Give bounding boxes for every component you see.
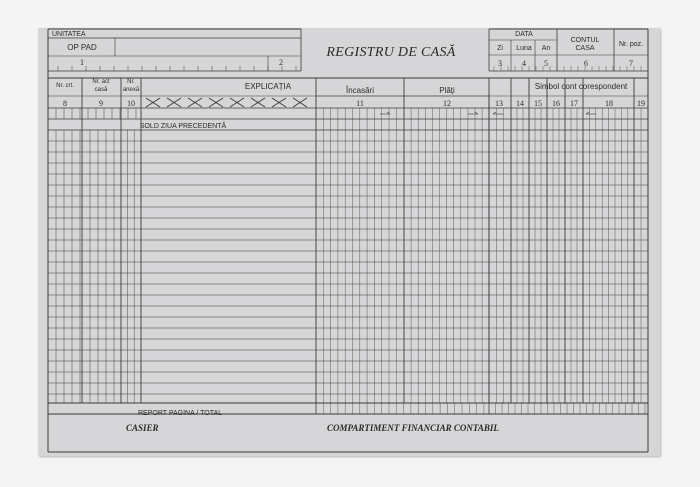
op-pad-label: OP PAD — [67, 43, 97, 52]
day-label: Zi — [497, 45, 503, 52]
column-header-nr-crt: Nr. crt. — [56, 83, 74, 89]
form-title: REGISTRU DE CASĂ — [326, 45, 456, 60]
month-label: Luna — [516, 45, 532, 52]
account-label: CONTUL — [570, 37, 600, 44]
cash-label: CASA — [575, 45, 595, 52]
cash-register-form — [38, 28, 660, 456]
column-number-6: 6 — [584, 59, 588, 68]
column-number-18: 18 — [605, 99, 613, 108]
position-number-label: Nr. poz. — [618, 41, 644, 48]
column-header-plati: Plăți — [439, 86, 455, 95]
column-number-7: 7 — [629, 59, 633, 68]
column-number-15: 15 — [534, 99, 542, 108]
op-pad-number-1: 1 — [80, 58, 84, 67]
column-number-4: 4 — [522, 59, 526, 68]
page-report-total-label: REPORT PAGINA / TOTAL — [137, 410, 223, 417]
year-label: An — [541, 45, 551, 52]
op-pad-number-2: 2 — [279, 58, 283, 67]
column-header-nr-act: Nr. act — [92, 79, 110, 85]
previous-day-balance-label: SOLD ZIUA PRECEDENTĂ — [139, 123, 227, 130]
column-number-14: 14 — [516, 99, 524, 108]
column-header-nr-anexa-2: anexă — [122, 87, 140, 93]
column-header-simbol-cont: Simbol cont corespondent — [534, 82, 628, 91]
column-header-nr-anexa: Nr. — [127, 79, 135, 85]
column-number-9: 9 — [99, 99, 103, 108]
cashier-label: CASIER — [126, 423, 159, 433]
column-number-19: 19 — [637, 99, 645, 108]
column-number-17: 17 — [570, 99, 578, 108]
column-number-16: 16 — [552, 99, 560, 108]
column-number-8: 8 — [63, 99, 67, 108]
financial-department-label: COMPARTIMENT FINANCIAR CONTABIL — [327, 423, 499, 433]
column-number-11: 11 — [356, 99, 364, 108]
column-number-13: 13 — [495, 99, 503, 108]
column-number-12: 12 — [443, 99, 451, 108]
unitatea-label: UNITATEA — [52, 31, 86, 38]
column-header-incasari: Încasări — [345, 86, 375, 95]
column-header-explicatia: EXPLICAȚIA — [244, 82, 292, 91]
column-number-3: 3 — [498, 59, 502, 68]
column-number-5: 5 — [544, 59, 548, 68]
column-header-nr-act-casa: casă — [94, 87, 108, 93]
column-number-10: 10 — [127, 99, 135, 108]
data-label: DATA — [515, 31, 533, 38]
